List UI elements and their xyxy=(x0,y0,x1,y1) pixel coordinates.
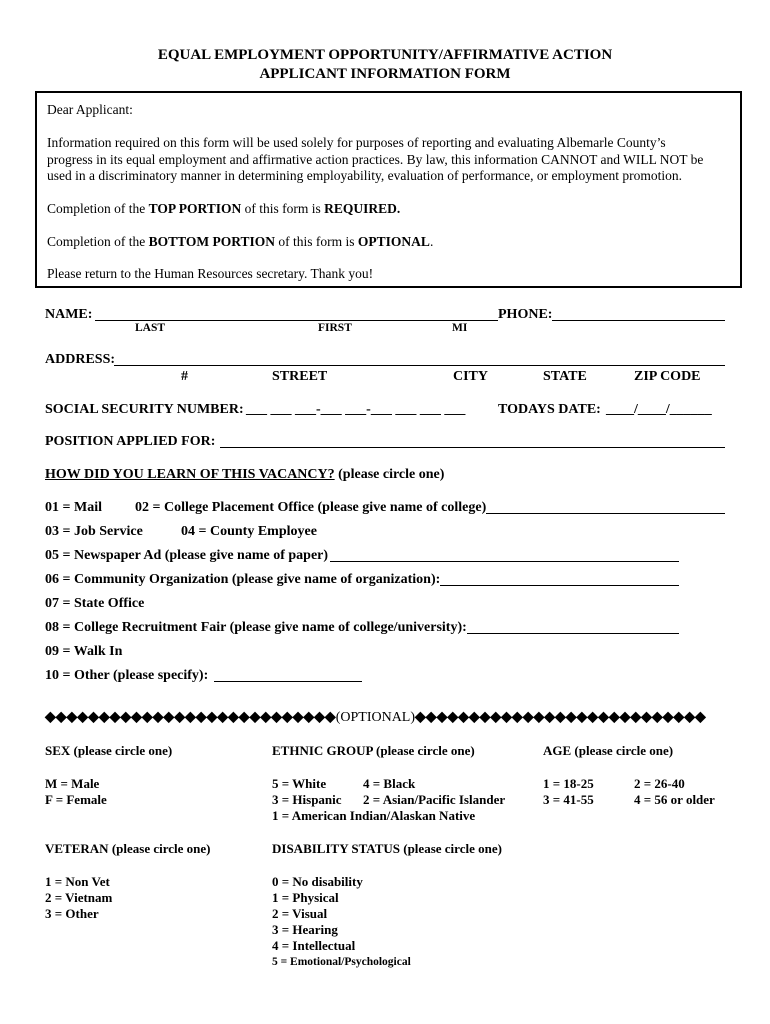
sex-option-female[interactable]: F = Female xyxy=(45,792,107,807)
vacancy-option-10[interactable]: 10 = Other (please specify): xyxy=(45,668,209,683)
phone-field[interactable] xyxy=(552,320,725,321)
top-mid: of this form is xyxy=(241,201,325,216)
sex-header: SEX (please circle one) xyxy=(45,743,173,758)
university-name-field[interactable] xyxy=(467,633,679,634)
addr-sub-city: CITY xyxy=(453,369,489,384)
top-portion-note xyxy=(47,200,400,217)
address-field[interactable] xyxy=(114,365,725,366)
vacancy-option-03[interactable]: 03 = Job Service xyxy=(45,524,143,539)
veteran-header: VETERAN (please circle one) xyxy=(45,841,211,856)
age-header: AGE (please circle one) xyxy=(543,743,674,758)
vacancy-option-07[interactable]: 07 = State Office xyxy=(45,596,145,611)
name-sub-last: LAST xyxy=(135,322,166,334)
age-option-56-older[interactable]: 4 = 56 or older xyxy=(634,792,715,807)
age-option-26-40[interactable]: 2 = 26-40 xyxy=(634,776,685,791)
top-bold: TOP PORTION xyxy=(148,201,242,216)
disability-header: DISABILITY STATUS (please circle one) xyxy=(272,841,502,856)
disability-option-emotional[interactable]: 5 = Emotional/Psychological xyxy=(272,956,411,968)
name-label: NAME: xyxy=(45,307,93,322)
vacancy-option-08[interactable]: 08 = College Recruitment Fair (please give name of college/university): xyxy=(45,620,467,635)
optional-label: (OPTIONAL) xyxy=(335,710,416,725)
intro-para-line3: used in a discriminatory manner in determining employability, evaluation of performance, or employment promotion. xyxy=(47,168,682,183)
top-required: REQUIRED. xyxy=(324,201,401,216)
ethnic-header: ETHNIC GROUP (please circle one) xyxy=(272,743,475,758)
college-name-field[interactable] xyxy=(486,513,725,514)
bottom-prefix: Completion of the xyxy=(47,234,149,249)
sex-option-male[interactable]: M = Male xyxy=(45,776,100,791)
optional-divider xyxy=(45,709,706,726)
veteran-option-other[interactable]: 3 = Other xyxy=(45,906,99,921)
ssn-field[interactable]: ___ ___ ___-___ ___-___ ___ ___ ___ xyxy=(246,402,466,417)
vacancy-option-06[interactable]: 06 = Community Organization (please give name of organization): xyxy=(45,572,441,587)
phone-label: PHONE: xyxy=(498,307,553,322)
organization-name-field[interactable] xyxy=(440,585,679,586)
vacancy-option-02[interactable]: 02 = College Placement Office (please give name of college) xyxy=(135,500,487,515)
date-field[interactable]: ____/____/______ xyxy=(606,402,712,417)
ethnic-option-black[interactable]: 4 = Black xyxy=(363,776,416,791)
form-title-line2: APPLICANT INFORMATION FORM xyxy=(259,66,511,82)
vacancy-question xyxy=(45,467,444,483)
addr-sub-zip: ZIP CODE xyxy=(634,369,701,384)
intro-para-line1: Information required on this form will be used solely for purposes of reporting and evaluating Albemarle County’s xyxy=(47,135,666,150)
divider-diamonds-right: ◆◆◆◆◆◆◆◆◆◆◆◆◆◆◆◆◆◆◆◆◆◆◆◆◆◆◆ xyxy=(415,710,706,725)
bottom-bold: BOTTOM PORTION xyxy=(148,234,276,249)
disability-option-physical[interactable]: 1 = Physical xyxy=(272,890,339,905)
divider-diamonds-left: ◆◆◆◆◆◆◆◆◆◆◆◆◆◆◆◆◆◆◆◆◆◆◆◆◆◆◆ xyxy=(45,710,336,725)
position-field[interactable] xyxy=(220,447,725,448)
name-sub-first: FIRST xyxy=(318,322,352,334)
disability-option-visual[interactable]: 2 = Visual xyxy=(272,906,328,921)
disability-option-hearing[interactable]: 3 = Hearing xyxy=(272,922,338,937)
veteran-option-vietnam[interactable]: 2 = Vietnam xyxy=(45,890,113,905)
form-title-line1: EQUAL EMPLOYMENT OPPORTUNITY/AFFIRMATIVE ACTION xyxy=(157,47,613,63)
vacancy-option-05[interactable]: 05 = Newspaper Ad (please give name of paper) xyxy=(45,548,329,563)
disability-option-intellectual[interactable]: 4 = Intellectual xyxy=(272,938,356,953)
bottom-end: . xyxy=(429,234,434,249)
name-sub-mi: MI xyxy=(452,322,468,334)
addr-sub-number: # xyxy=(181,369,188,384)
top-prefix: Completion of the xyxy=(47,201,149,216)
age-option-41-55[interactable]: 3 = 41-55 xyxy=(543,792,594,807)
other-specify-field[interactable] xyxy=(214,681,362,682)
position-label: POSITION APPLIED FOR: xyxy=(45,434,216,449)
greeting: Dear Applicant: xyxy=(47,102,133,117)
ethnic-option-american-indian[interactable]: 1 = American Indian/Alaskan Native xyxy=(272,808,476,823)
ssn-label: SOCIAL SECURITY NUMBER: xyxy=(45,402,244,417)
disability-option-none[interactable]: 0 = No disability xyxy=(272,874,363,889)
age-option-18-25[interactable]: 1 = 18-25 xyxy=(543,776,594,791)
vacancy-option-04[interactable]: 04 = County Employee xyxy=(181,524,317,539)
addr-sub-state: STATE xyxy=(543,369,587,384)
vacancy-question-text: HOW DID YOU LEARN OF THIS VACANCY? xyxy=(45,467,335,482)
veteran-option-non-vet[interactable]: 1 = Non Vet xyxy=(45,874,110,889)
date-label: TODAYS DATE: xyxy=(498,402,601,417)
ethnic-option-hispanic[interactable]: 3 = Hispanic xyxy=(272,792,342,807)
intro-para-line2: progress in its equal employment and affirmative action practices. By law, this information CANNOT and WILL NOT be xyxy=(47,152,704,167)
addr-sub-street: STREET xyxy=(272,369,328,384)
vacancy-hint: (please circle one) xyxy=(334,467,445,482)
intro-box xyxy=(35,91,742,288)
paper-name-field[interactable] xyxy=(330,561,679,562)
name-field[interactable] xyxy=(95,320,498,321)
bottom-portion-note xyxy=(47,233,433,250)
return-note: Please return to the Human Resources secretary. Thank you! xyxy=(47,266,374,281)
ethnic-option-asian[interactable]: 2 = Asian/Pacific Islander xyxy=(363,792,506,807)
ethnic-option-white[interactable]: 5 = White xyxy=(272,776,327,791)
vacancy-option-09[interactable]: 09 = Walk In xyxy=(45,644,123,659)
bottom-mid: of this form is xyxy=(275,234,358,249)
address-label: ADDRESS: xyxy=(45,352,116,367)
bottom-optional: OPTIONAL xyxy=(357,234,430,249)
vacancy-option-01[interactable]: 01 = Mail xyxy=(45,500,102,515)
